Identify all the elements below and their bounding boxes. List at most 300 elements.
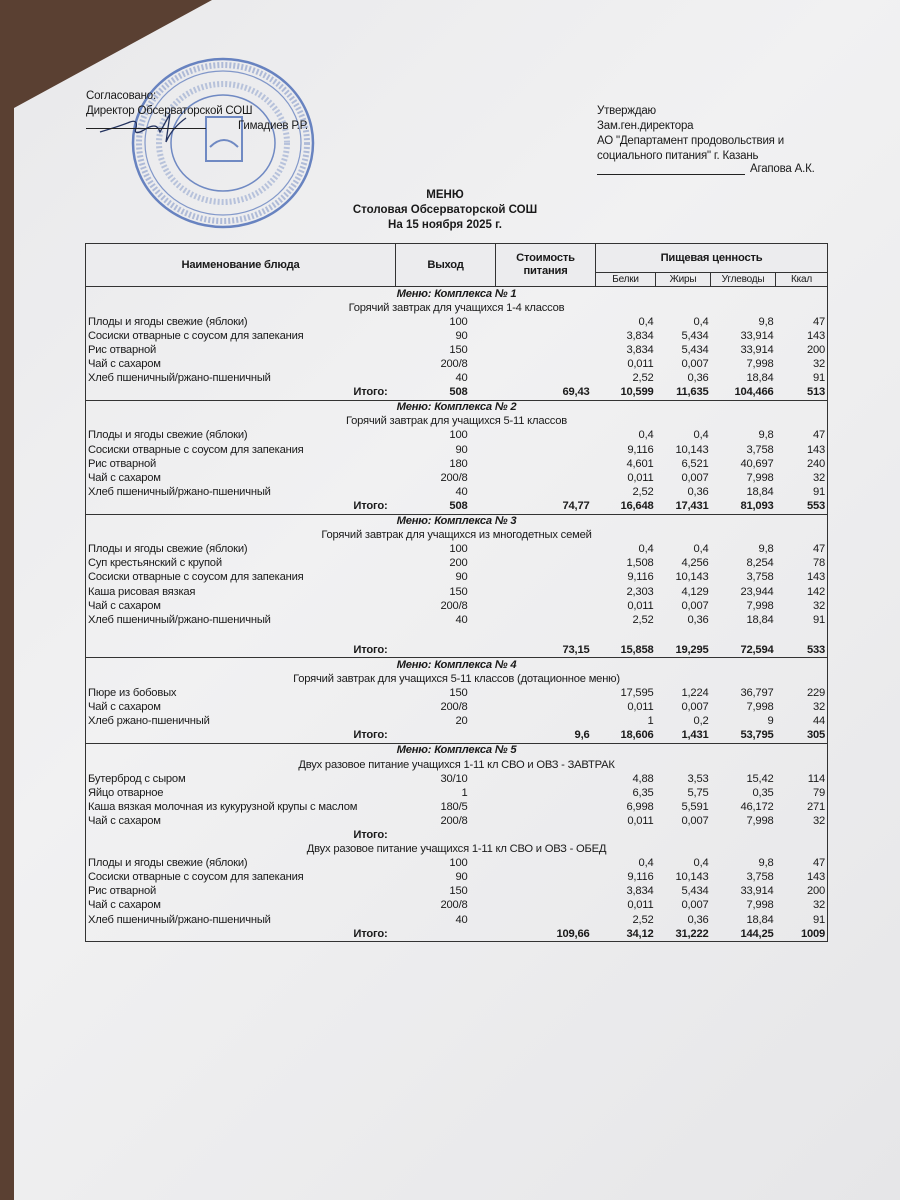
cost: 74,77 [562, 499, 590, 512]
group-subtitle [86, 301, 828, 315]
dish-name: Сосиски отварные с соусом для запекания [86, 443, 396, 457]
cost [496, 329, 596, 343]
cost [496, 800, 596, 814]
protein: 6,998 [626, 800, 654, 813]
title-menu: МЕНЮ [426, 189, 464, 201]
dish-name: Чай с сахаром [86, 357, 396, 371]
section-title [86, 743, 828, 758]
output: 150 [449, 585, 468, 598]
dish-name: Сосиски отварные с соусом для запекания [86, 571, 396, 585]
protein: 34,12 [596, 927, 656, 942]
fat: 0,007 [681, 358, 709, 371]
output: 200/8 [440, 899, 468, 912]
group-subtitle [86, 843, 828, 857]
kcal: 1009 [776, 927, 828, 942]
group-subtitle [86, 415, 828, 429]
dish-name: Рис отварной [86, 343, 396, 357]
protein: 3,834 [626, 329, 654, 342]
table-row [86, 715, 828, 729]
dish-name: Каша вязкая молочная из кукурузной крупы с маслом [86, 800, 396, 814]
kcal: 271 [776, 800, 828, 814]
section-title [86, 400, 828, 415]
kcal [776, 828, 828, 842]
kcal: 47 [776, 315, 828, 329]
group-subtitle [86, 529, 828, 543]
protein: 2,52 [632, 613, 654, 626]
menu-table-body [86, 287, 828, 942]
fat: 0,007 [681, 701, 709, 714]
carbs: 9,8 [758, 857, 774, 870]
approver-position: Зам.ген.директора [597, 120, 694, 132]
cost [496, 885, 596, 899]
carbs: 53,795 [740, 729, 774, 742]
fat: 5,434 [681, 329, 709, 342]
dish-name: Сосиски отварные с соусом для запекания [86, 871, 396, 885]
fat: 5,434 [681, 343, 709, 356]
dish-name: Рис отварной [86, 457, 396, 471]
output: 200/8 [440, 599, 468, 612]
kcal: 32 [776, 814, 828, 828]
protein: 0,011 [627, 899, 654, 912]
output: 1 [461, 786, 468, 799]
output: 150 [449, 687, 468, 700]
protein: 18,606 [620, 729, 654, 742]
kcal: 32 [776, 357, 828, 371]
cost: 69,43 [562, 386, 590, 399]
carbs: 9,8 [758, 315, 774, 328]
dish-name: Чай с сахаром [86, 899, 396, 913]
fat: 0,4 [693, 429, 709, 442]
fat: 0,36 [687, 485, 709, 498]
fat [656, 828, 711, 842]
kcal: 553 [776, 499, 828, 514]
approver-name: Агапова А.К. [750, 163, 815, 175]
fat: 0,2 [693, 715, 709, 728]
carbs: 18,84 [746, 913, 774, 926]
output: 90 [455, 871, 468, 884]
fat: 0,007 [681, 814, 709, 827]
fat: 0,007 [681, 471, 709, 484]
table-row [86, 315, 828, 329]
table-row [86, 786, 828, 800]
dish-name: Чай с сахаром [86, 701, 396, 715]
carbs: 40,697 [740, 457, 774, 470]
carbs: 3,758 [746, 443, 774, 456]
output: 90 [455, 443, 468, 456]
carbs: 9 [767, 715, 774, 728]
cost: 109,66 [496, 927, 596, 942]
output: 100 [449, 543, 468, 556]
cost [496, 814, 596, 828]
dish-name: Хлеб пшеничный/ржано-пшеничный [86, 913, 396, 927]
carbs: 7,998 [746, 899, 774, 912]
table-row [86, 885, 828, 899]
fat: 0,007 [681, 899, 709, 912]
cost [496, 772, 596, 786]
header-carbs: Углеводы [711, 273, 776, 287]
cost [496, 571, 596, 585]
kcal: 32 [776, 599, 828, 613]
output [396, 643, 496, 658]
dish-name: Плоды и ягоды свежие (яблоки) [86, 857, 396, 871]
protein: 2,52 [632, 485, 654, 498]
protein: 0,011 [627, 599, 654, 612]
cost [496, 372, 596, 386]
spacer-row [86, 627, 828, 643]
kcal: 78 [776, 557, 828, 571]
output: 40 [455, 372, 468, 385]
cost [496, 913, 596, 927]
header-name: Наименование блюда [86, 244, 396, 287]
carbs: 7,998 [746, 358, 774, 371]
section-title-text: Меню: Комплекса № 4 [86, 658, 828, 673]
table-row [86, 372, 828, 386]
dish-name: Хлеб ржано-пшеничный [86, 715, 396, 729]
fat: 0,4 [693, 315, 709, 328]
approver-org-2: социального питания" г. Казань [597, 150, 759, 162]
protein: 0,4 [638, 543, 654, 556]
table-row [86, 429, 828, 443]
total-row [86, 499, 828, 514]
protein: 6,35 [632, 786, 654, 799]
group-subtitle [86, 672, 828, 686]
table-row [86, 814, 828, 828]
output [396, 927, 496, 942]
fat: 1,431 [681, 729, 709, 742]
kcal: 229 [776, 687, 828, 701]
carbs: 18,84 [746, 372, 774, 385]
kcal: 143 [776, 571, 828, 585]
output [396, 729, 496, 744]
kcal: 47 [776, 543, 828, 557]
output: 100 [449, 429, 468, 442]
kcal: 513 [776, 386, 828, 401]
kcal: 91 [776, 613, 828, 627]
header-nutrition: Пищевая ценность [596, 244, 828, 273]
header-fat: Жиры [656, 273, 711, 287]
protein: 0,011 [627, 471, 654, 484]
protein: 0,4 [638, 857, 654, 870]
table-row [86, 585, 828, 599]
kcal: 32 [776, 899, 828, 913]
dish-name: Плоды и ягоды свежие (яблоки) [86, 429, 396, 443]
kcal: 91 [776, 913, 828, 927]
fat: 6,521 [681, 457, 709, 470]
fat: 10,143 [675, 571, 709, 584]
output: 40 [455, 913, 468, 926]
approver-org-1: АО "Департамент продовольствия и [597, 135, 784, 147]
table-row [86, 899, 828, 913]
fat: 11,635 [676, 386, 709, 399]
protein: 3,834 [626, 343, 654, 356]
total-row [86, 828, 828, 842]
fat: 0,007 [681, 599, 709, 612]
kcal: 91 [776, 372, 828, 386]
output: 100 [449, 857, 468, 870]
dish-name: Чай с сахаром [86, 599, 396, 613]
approve-label: Утверждаю [597, 105, 656, 117]
table-row [86, 543, 828, 557]
approval-label: Согласовано: [86, 90, 156, 102]
table-row [86, 329, 828, 343]
kcal: 143 [776, 871, 828, 885]
director-name: Гимадиев Р.Р. [238, 120, 308, 132]
fat: 19,295 [675, 643, 709, 656]
dish-name: Яйцо отварное [86, 786, 396, 800]
dish-name: Бутерброд с сыром [86, 772, 396, 786]
table-row [86, 485, 828, 499]
group-subtitle-text: Горячий завтрак для учащихся из многодетных семей [86, 529, 828, 543]
fat: 4,256 [681, 557, 709, 570]
section-title [86, 514, 828, 529]
kcal: 240 [776, 457, 828, 471]
section-title [86, 287, 828, 302]
fat: 0,36 [687, 913, 709, 926]
fat: 10,143 [675, 443, 709, 456]
section-title-text: Меню: Комплекса № 1 [86, 287, 828, 302]
carbs [711, 828, 776, 842]
fat: 5,434 [681, 885, 709, 898]
carbs: 9,8 [758, 429, 774, 442]
dish-name: Рис отварной [86, 885, 396, 899]
output: 150 [449, 343, 468, 356]
kcal: 200 [776, 885, 828, 899]
cost [496, 315, 596, 329]
cost [496, 828, 596, 842]
output: 40 [455, 613, 468, 626]
dish-name: Плоды и ягоды свежие (яблоки) [86, 315, 396, 329]
cost [496, 543, 596, 557]
protein [596, 828, 656, 842]
table-row [86, 871, 828, 885]
section-title-text: Меню: Комплекса № 3 [86, 514, 828, 529]
group-subtitle-text: Горячий завтрак для учащихся 1-4 классов [86, 301, 828, 315]
protein: 2,303 [626, 585, 654, 598]
table-row [86, 687, 828, 701]
cost [496, 599, 596, 613]
kcal: 200 [776, 343, 828, 357]
output: 200/8 [440, 701, 468, 714]
output: 508 [449, 386, 468, 399]
protein: 1,508 [626, 557, 654, 570]
kcal: 79 [776, 786, 828, 800]
dish-name: Плоды и ягоды свежие (яблоки) [86, 543, 396, 557]
cost [496, 585, 596, 599]
carbs: 7,998 [746, 814, 774, 827]
output: 180 [449, 457, 468, 470]
group-subtitle [86, 758, 828, 772]
kcal: 533 [776, 643, 828, 658]
fat: 0,36 [687, 372, 709, 385]
protein: 0,011 [627, 814, 654, 827]
table-row [86, 571, 828, 585]
group-subtitle-text: Двух разовое питание учащихся 1-11 кл СВО и ОВЗ - ОБЕД [86, 843, 828, 857]
fat: 31,222 [656, 927, 711, 942]
dish-name: Итого: [86, 828, 396, 842]
cost [496, 715, 596, 729]
carbs: 18,84 [746, 485, 774, 498]
cost [496, 557, 596, 571]
carbs: 23,944 [740, 585, 774, 598]
signature-line [86, 128, 206, 129]
table-row [86, 613, 828, 627]
protein: 9,116 [627, 871, 654, 884]
carbs: 7,998 [746, 599, 774, 612]
protein: 3,834 [626, 885, 654, 898]
director-title: Директор Обсерваторской СОШ [86, 105, 253, 117]
cost [496, 701, 596, 715]
fat: 1,224 [681, 687, 709, 700]
dish-name: Итого: [86, 927, 396, 942]
output: 150 [449, 885, 468, 898]
carbs: 18,84 [746, 613, 774, 626]
fat: 0,4 [693, 543, 709, 556]
protein: 2,52 [632, 913, 654, 926]
cost [496, 857, 596, 871]
section-title-text: Меню: Комплекса № 5 [86, 743, 828, 758]
cost [496, 485, 596, 499]
cost: 73,15 [562, 643, 590, 656]
output: 20 [455, 715, 468, 728]
total-row [86, 386, 828, 401]
header-output: Выход [396, 244, 496, 287]
output: 100 [449, 315, 468, 328]
section-title [86, 658, 828, 673]
carbs: 33,914 [740, 885, 774, 898]
carbs: 0,35 [752, 786, 774, 799]
carbs: 46,172 [740, 800, 774, 813]
kcal: 47 [776, 857, 828, 871]
carbs: 9,8 [758, 543, 774, 556]
carbs: 7,998 [746, 471, 774, 484]
protein: 9,116 [627, 571, 654, 584]
cost [496, 613, 596, 627]
dish-name: Пюре из бобовых [86, 687, 396, 701]
fat: 4,129 [681, 585, 709, 598]
dish-name: Каша рисовая вязкая [86, 585, 396, 599]
carbs: 3,758 [746, 871, 774, 884]
protein: 2,52 [632, 372, 654, 385]
header-kcal: Ккал [776, 273, 828, 287]
group-subtitle-text: Двух разовое питание учащихся 1-11 кл СВО и ОВЗ - ЗАВТРАК [86, 758, 828, 772]
cost [496, 687, 596, 701]
kcal: 114 [776, 772, 828, 786]
title-date: На 15 ноября 2025 г. [388, 219, 502, 231]
table-row [86, 357, 828, 371]
carbs: 33,914 [740, 343, 774, 356]
group-subtitle-text: Горячий завтрак для учащихся 5-11 классов (дотационное меню) [86, 672, 828, 686]
dish-name: Итого: [86, 499, 396, 514]
output: 200/8 [440, 814, 468, 827]
protein: 0,011 [627, 358, 654, 371]
table-row [86, 343, 828, 357]
total-row [86, 927, 828, 942]
protein: 4,601 [626, 457, 654, 470]
output [396, 828, 496, 842]
cost [496, 429, 596, 443]
carbs: 8,254 [746, 557, 774, 570]
protein: 1 [647, 715, 654, 728]
table-row [86, 443, 828, 457]
header-protein: Белки [596, 273, 656, 287]
output: 508 [449, 499, 468, 512]
output: 180/5 [440, 800, 468, 813]
output: 30/10 [440, 772, 468, 785]
kcal: 143 [776, 443, 828, 457]
carbs: 33,914 [740, 329, 774, 342]
document-title [300, 188, 590, 233]
output: 90 [455, 329, 468, 342]
carbs: 36,797 [740, 687, 774, 700]
carbs: 15,42 [746, 772, 774, 785]
protein: 0,011 [627, 701, 654, 714]
protein: 4,88 [632, 772, 654, 785]
output: 200 [449, 557, 468, 570]
kcal: 305 [776, 729, 828, 744]
dish-name: Итого: [86, 386, 396, 401]
kcal: 32 [776, 471, 828, 485]
approver-signature-line [597, 174, 745, 175]
kcal: 142 [776, 585, 828, 599]
output: 40 [455, 485, 468, 498]
protein: 16,648 [620, 499, 654, 512]
cost [496, 871, 596, 885]
carbs: 3,758 [746, 571, 774, 584]
dish-name: Чай с сахаром [86, 814, 396, 828]
cost [496, 457, 596, 471]
carbs: 144,25 [711, 927, 776, 942]
cost [496, 357, 596, 371]
dish-name: Хлеб пшеничный/ржано-пшеничный [86, 372, 396, 386]
dish-name: Чай с сахаром [86, 471, 396, 485]
fat: 3,53 [687, 772, 709, 785]
protein: 9,116 [627, 443, 654, 456]
menu-table [85, 243, 828, 942]
carbs: 72,594 [740, 643, 774, 656]
kcal: 32 [776, 701, 828, 715]
total-row [86, 643, 828, 658]
protein: 0,4 [638, 315, 654, 328]
table-row [86, 557, 828, 571]
protein: 10,599 [620, 386, 654, 399]
output: 200/8 [440, 358, 468, 371]
table-row [86, 913, 828, 927]
table-row [86, 800, 828, 814]
table-row [86, 857, 828, 871]
fat: 0,4 [693, 857, 709, 870]
kcal: 44 [776, 715, 828, 729]
cost [496, 343, 596, 357]
kcal: 143 [776, 329, 828, 343]
fat: 0,36 [687, 613, 709, 626]
table-row [86, 471, 828, 485]
group-subtitle-text: Горячий завтрак для учащихся 5-11 классов [86, 415, 828, 429]
cost [496, 471, 596, 485]
protein: 17,595 [620, 687, 654, 700]
title-canteen: Столовая Обсерваторской СОШ [352, 204, 538, 216]
carbs: 104,466 [734, 386, 774, 399]
kcal: 47 [776, 429, 828, 443]
header-cost: Стоимость питания [496, 244, 596, 287]
table-row [86, 701, 828, 715]
dish-name: Сосиски отварные с соусом для запекания [86, 329, 396, 343]
carbs: 81,093 [740, 499, 774, 512]
dish-name: Итого: [86, 643, 396, 658]
cost [496, 786, 596, 800]
cost [496, 443, 596, 457]
kcal: 91 [776, 485, 828, 499]
section-title-text: Меню: Комплекса № 2 [86, 400, 828, 415]
